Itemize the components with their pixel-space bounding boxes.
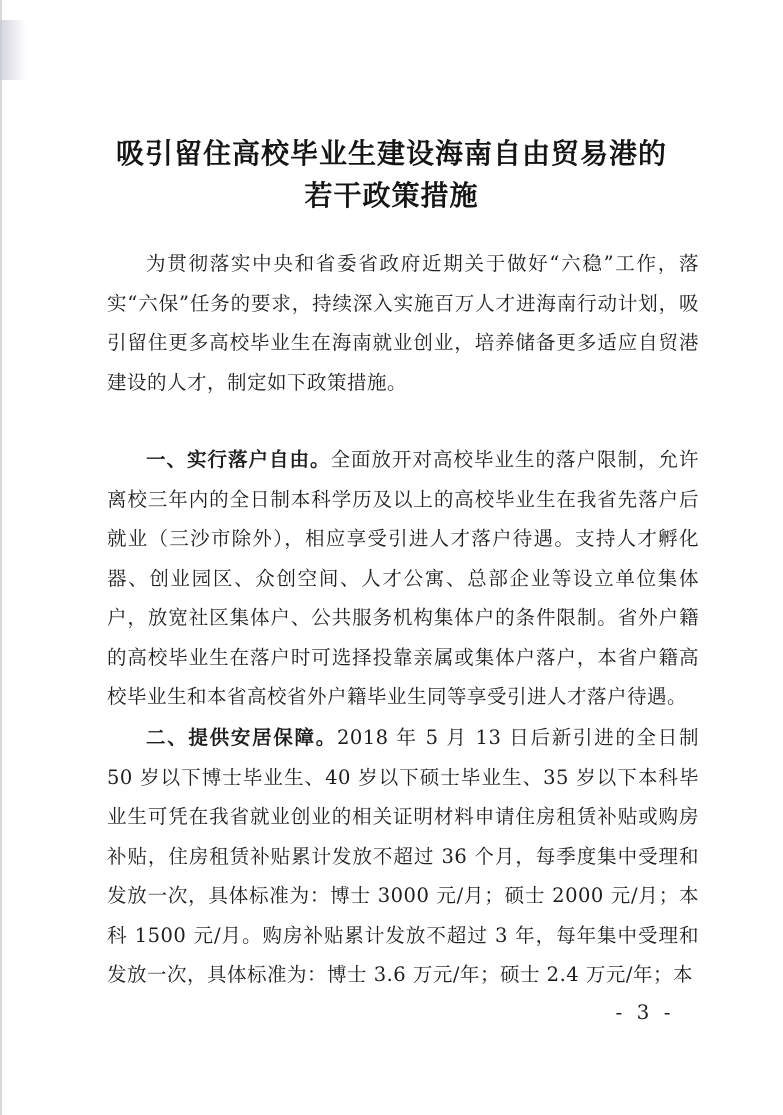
intro-paragraph: 为贯彻落实中央和省委省政府近期关于做好“六稳”工作，落实“六保”任务的要求，持续深入实施百万人才进海南行动计划，吸引留住更多高校毕业生在海南就业创业，培养储备更多适应自贸港建设的人才，制定如下政策措施。	[107, 252, 699, 394]
document-title-line-2: 若干政策措施	[304, 179, 479, 212]
page-number: - 3 -	[615, 1000, 675, 1024]
section-2-body: 2018 年 5 月 13 日后新引进的全日制 50 岁以下博士毕业生、40 岁以下硕士毕业生、35 岁以下本科毕业生可凭在我省就业创业的相关证明材料申请住房租赁补贴或购房补贴，住房租赁补贴累计发放不超过 36 个月，每季度集中受理和发放一次，具体标准为：博士 3000 元/月；硕士 2000 元/月；本科 1500 元/月。购房补贴累计发放不超过 3 年，每年集中受理和发放一次，具体标准为：博士 3.6 万元/年；硕士 2.4 万元/年；本	[107, 726, 699, 986]
document-title-line-1: 吸引留住高校毕业生建设海南自由贸易港的	[115, 137, 667, 170]
section-1-paragraph	[107, 440, 699, 717]
section-1-body: 全面放开对高校毕业生的落户限制，允许离校三年内的全日制本科学历及以上的高校毕业生在我省先落户后就业（三沙市除外），相应享受引进人才落户待遇。支持人才孵化器、创业园区、众创空间、人才公寓、总部企业等设立单位集体户，放宽社区集体户、公共服务机构集体户的条件限制。省外户籍的高校毕业生在落户时可选择投靠亲属或集体户落户，本省户籍高校毕业生和本省高校省外户籍毕业生同等享受引进人才落户待遇。	[107, 448, 699, 708]
section-1-heading: 一、实行落户自由。	[146, 448, 331, 471]
section-2-paragraph	[107, 718, 699, 995]
section-2-heading: 二、提供安居保障。	[146, 726, 337, 749]
